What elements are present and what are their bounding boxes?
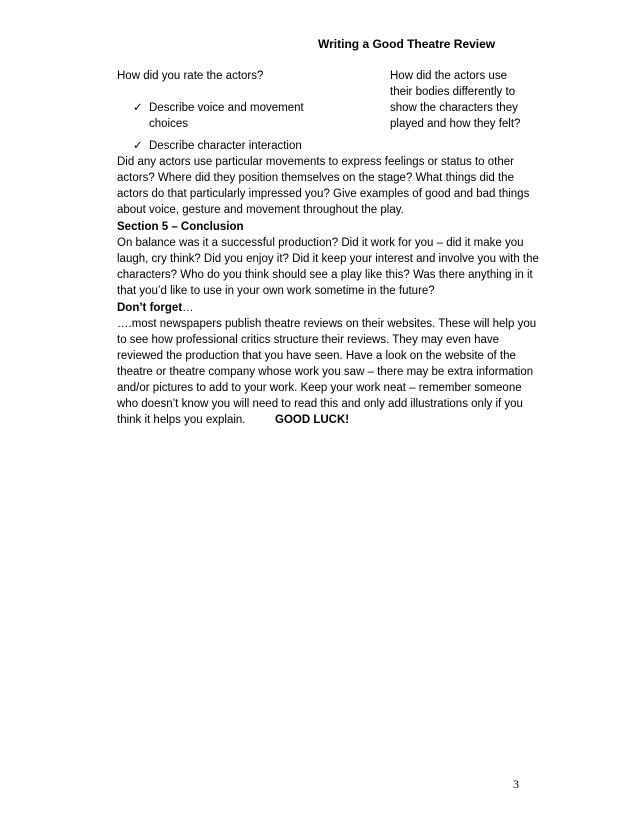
actors-rating-question: How did you rate the actors? bbox=[117, 70, 264, 82]
paragraph-line: about voice, gesture and movement throughout the play. bbox=[117, 204, 404, 216]
dont-forget-heading-text: Don’t forget bbox=[117, 302, 183, 314]
checkmark-icon: ✓ bbox=[133, 102, 143, 114]
page-number: 3 bbox=[513, 777, 519, 791]
paragraph-line: laugh, cry think? Did you enjoy it? Did it keep your interest and involve you with the bbox=[117, 253, 539, 265]
actors-bodies-question bbox=[390, 68, 530, 132]
actors-movement-paragraph bbox=[117, 154, 537, 218]
checklist-item-label: Describe character interaction bbox=[149, 140, 302, 152]
checklist-item-character-interaction bbox=[133, 138, 302, 154]
checkmark-icon: ✓ bbox=[133, 140, 143, 152]
paragraph-line: who doesn’t know you will need to read this and only add illustrations only if you bbox=[117, 398, 523, 410]
bodies-question-line: show the characters they bbox=[390, 102, 518, 114]
bodies-question-line: played and how they felt? bbox=[390, 118, 521, 130]
paragraph-line: actors do that particularly impressed you? Give examples of good and bad things bbox=[117, 188, 530, 200]
paragraph-line: and/or pictures to add to your work. Keep your work neat – remember someone bbox=[117, 382, 522, 394]
paragraph-line: On balance was it a successful production? Did it work for you – did it make you bbox=[117, 237, 524, 249]
paragraph-line: think it helps you explain. bbox=[117, 414, 246, 426]
checklist-item-voice-movement bbox=[133, 100, 304, 132]
paragraph-line: that you’d like to use in your own work sometime in the future? bbox=[117, 285, 435, 297]
bodies-question-line: How did the actors use bbox=[390, 70, 507, 82]
paragraph-line: characters? Who do you think should see a play like this? Was there anything in it bbox=[117, 269, 533, 281]
paragraph-line: Did any actors use particular movements to express feelings or status to other bbox=[117, 156, 514, 168]
bodies-question-line: their bodies differently to bbox=[390, 86, 516, 98]
paragraph-line: theatre or theatre company whose work you saw – there may be extra information bbox=[117, 366, 534, 378]
section-5-heading: Section 5 – Conclusion bbox=[117, 221, 244, 233]
checklist-item-label: Describe voice and movement bbox=[149, 102, 304, 114]
paragraph-line: ….most newspapers publish theatre reviews on their websites. These will help you bbox=[117, 318, 537, 330]
dont-forget-heading bbox=[117, 300, 194, 316]
paragraph-line: to see how professional critics structure their reviews. They may even have bbox=[117, 334, 500, 346]
checklist-item-label-continued: choices bbox=[149, 118, 188, 130]
paragraph-line: actors? Where did they position themselves on the stage? What things did the bbox=[117, 172, 514, 184]
heading-ellipsis: … bbox=[182, 302, 194, 314]
paragraph-line: reviewed the production that you have seen. Have a look on the website of the bbox=[117, 350, 516, 362]
closing-good-luck: GOOD LUCK! bbox=[275, 414, 350, 426]
page-header-title: Writing a Good Theatre Review bbox=[318, 37, 496, 51]
conclusion-paragraph bbox=[117, 235, 537, 299]
